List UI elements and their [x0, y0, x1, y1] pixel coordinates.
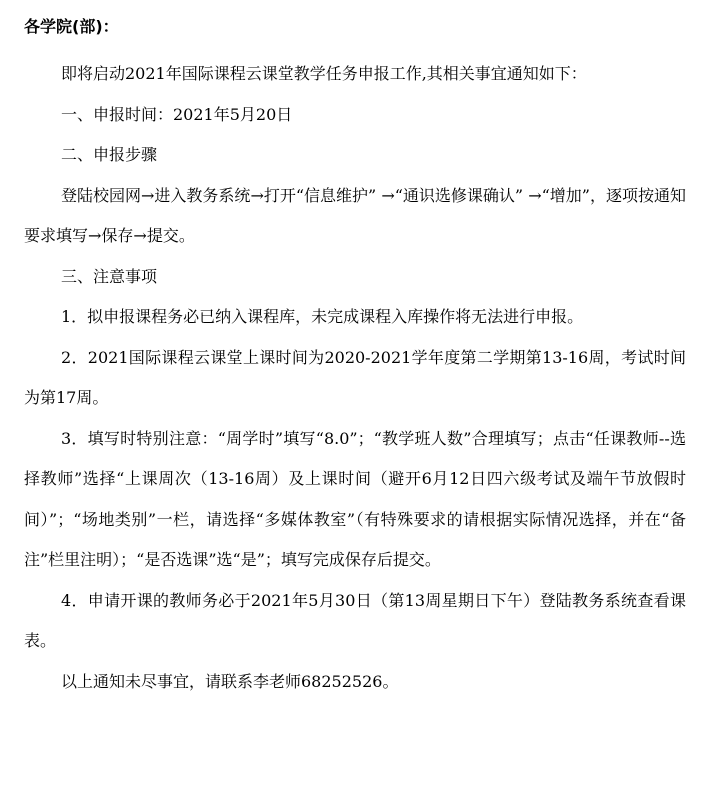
note-item-3: 3．填写时特别注意：“周学时”填写“8.0”；“教学班人数”合理填写；点击“任课教师--选择教师”选择“上课周次（13-16周）及上课时间（避开6月12日四六级考试及端午节放假时间）”；“场地类别”一栏，请选择“多媒体教室”（有特殊要求的请根据实际情况选择，并在“备注”栏里注明）；“是否选课”选“是”；填写完成保存后提交。	[24, 428, 686, 569]
section-notes-heading: 三、注意事项	[61, 266, 158, 286]
section-steps-body: 登陆校园网→进入教务系统→打开“信息维护” →“通识选修课确认” →“增加”，逐项按通知要求填写→保存→提交。	[24, 185, 686, 245]
note-item-4: 4．申请开课的教师务必于2021年5月30日（第13周星期日下午）登陆教务系统查看课表。	[24, 590, 686, 650]
note-item-1: 1．拟申报课程务必已纳入课程库，未完成课程入库操作将无法进行申报。	[61, 307, 584, 326]
intro-paragraph: 即将启动2021年国际课程云课堂教学任务申报工作,其相关事宜通知如下：	[61, 64, 587, 83]
section-application-time: 一、申报时间：2021年5月20日	[61, 104, 293, 124]
note-item-2: 2．2021国际课程云课堂上课时间为2020-2021学年度第二学期第13-16周，考试时间为第17周。	[24, 347, 686, 407]
section-steps-heading: 二、申报步骤	[61, 145, 158, 164]
salutation: 各学院(部)：	[24, 17, 119, 36]
closing-contact: 以上通知未尽事宜，请联系李老师68252526。	[61, 671, 399, 691]
